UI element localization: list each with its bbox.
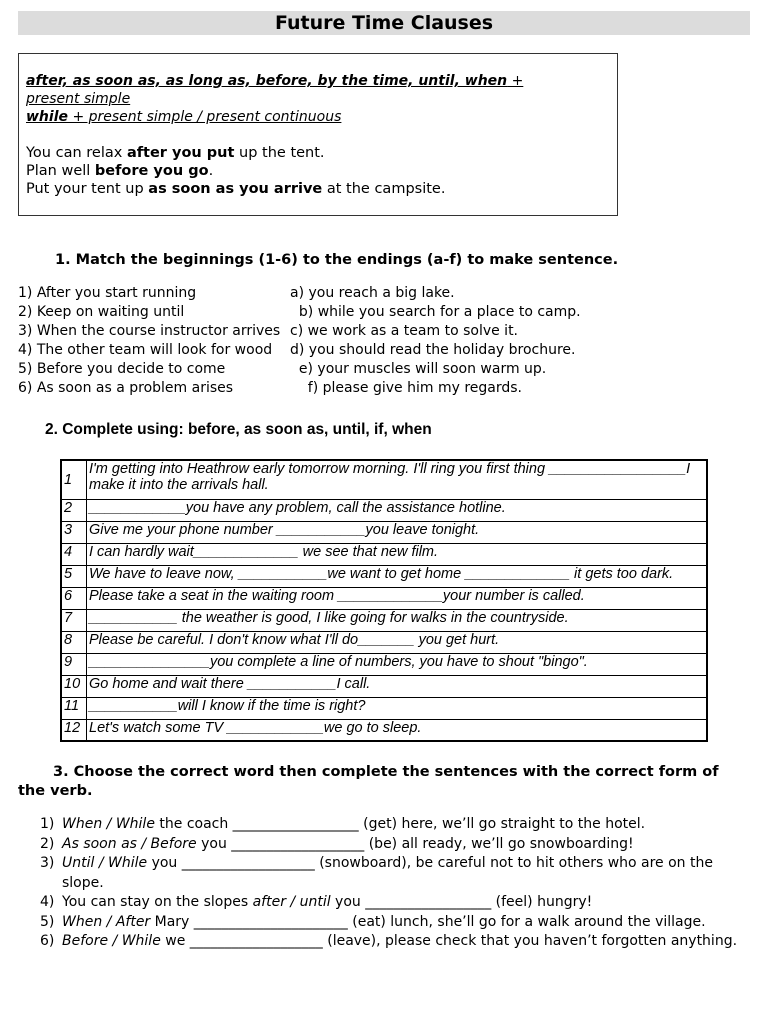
- row-number: 11: [61, 697, 87, 719]
- item-choice: When / After: [62, 913, 151, 930]
- example-sentence: [26, 180, 617, 198]
- exercise-3-list: [40, 815, 750, 952]
- row-sentence: I'm getting into Heathrow early tomorrow morning. I'll ring you first thing _________________I make it into the arrivals hall.: [87, 460, 708, 499]
- row-number: 10: [61, 675, 87, 697]
- row-sentence: Please be careful. I don't know what I'll do_______ you get hurt.: [87, 631, 708, 653]
- table-row: [61, 631, 707, 653]
- item-number: 6): [40, 933, 55, 949]
- list-item: 3) When the course instructor arrives: [18, 323, 281, 339]
- item-post: the coach __________________ (get) here, we’ll go straight to the hotel.: [154, 816, 646, 832]
- rule-line-2: [26, 108, 617, 126]
- rule-while: while: [26, 109, 68, 125]
- list-item: 5) Before you decide to come: [18, 361, 226, 377]
- list-item: a) you reach a big lake.: [290, 285, 455, 301]
- list-item: 4) The other team will look for wood: [18, 342, 273, 358]
- list-item: d) you should read the holiday brochure.: [290, 342, 576, 358]
- list-item: 1) After you start running: [18, 285, 197, 301]
- table-row: [61, 719, 707, 741]
- item-post: Mary ______________________ (eat) lunch, she’ll go for a walk around the village.: [150, 913, 706, 930]
- item-choice: after / until: [252, 894, 331, 910]
- table-row: [61, 565, 707, 587]
- table-row: [61, 521, 707, 543]
- list-item: e) your muscles will soon warm up.: [290, 361, 547, 377]
- rule-line-1b: present simple: [26, 91, 131, 107]
- row-sentence: Please take a seat in the waiting room _____________your number is called.: [87, 587, 708, 609]
- example-bold: after you put: [126, 145, 235, 161]
- rule-while-tenses: + present simple / present continuous: [68, 109, 342, 125]
- row-sentence: I can hardly wait_____________ we see that new film.: [87, 543, 708, 565]
- rule-line-1: [26, 72, 617, 90]
- list-item: [40, 932, 750, 952]
- row-number: 12: [61, 719, 87, 741]
- table-row: [61, 460, 707, 499]
- list-item: b) while you search for a place to camp.: [290, 304, 581, 320]
- list-item: [40, 854, 750, 893]
- row-sentence: We have to leave now, ___________we want to get home _____________ it gets too dark.: [87, 565, 708, 587]
- row-number: 6: [61, 587, 87, 609]
- row-number: 4: [61, 543, 87, 565]
- exercise-3-heading-text: 3. Choose the correct word then complete the sentences with the correct form of the verb.: [18, 764, 719, 799]
- item-text: [62, 815, 750, 835]
- item-number: 2): [40, 835, 55, 852]
- example-sentence: [26, 162, 617, 180]
- page-title: Future Time Clauses: [18, 11, 750, 35]
- list-item: 6) As soon as a problem arises: [18, 380, 234, 396]
- item-post: you __________________ (feel) hungry!: [330, 894, 593, 910]
- list-item: [40, 835, 750, 855]
- table-row: [61, 543, 707, 565]
- row-number: 9: [61, 653, 87, 675]
- row-number: 8: [61, 631, 87, 653]
- example-text: up the tent.: [234, 145, 325, 161]
- example-text: You can relax: [26, 145, 127, 161]
- row-number: 7: [61, 609, 87, 631]
- example-sentence: [26, 144, 617, 162]
- item-post: you ___________________ (snowboard), be careful not to hit others who are on the slope.: [62, 855, 713, 891]
- table-row: [61, 697, 707, 719]
- rule-conjunctions: after, as soon as, as long as, before, by the time, until, when: [26, 73, 508, 89]
- row-sentence: ___________will I know if the time is right?: [87, 697, 708, 719]
- list-item: [40, 815, 750, 835]
- item-choice: As soon as / Before: [62, 835, 197, 852]
- item-number: 4): [40, 894, 55, 910]
- table-row: [61, 499, 707, 521]
- exercise-1-heading: 1. Match the beginnings (1-6) to the endings (a-f) to make sentence.: [55, 252, 619, 268]
- table-row: [61, 587, 707, 609]
- row-sentence: Let's watch some TV ____________we go to sleep.: [87, 719, 708, 741]
- row-sentence: Give me your phone number ___________you leave tonight.: [87, 521, 708, 543]
- item-post: you ___________________ (be) all ready, we’ll go snowboarding!: [196, 835, 634, 852]
- row-number: 5: [61, 565, 87, 587]
- row-number: 2: [61, 499, 87, 521]
- match-beginnings: [18, 284, 280, 398]
- item-number: 1): [40, 816, 55, 832]
- example-bold: before you go: [94, 163, 209, 179]
- list-item: c) we work as a team to solve it.: [290, 323, 519, 339]
- item-text: [62, 835, 750, 855]
- item-post: we ___________________ (leave), please check that you haven’t forgotten anything.: [160, 933, 738, 949]
- match-endings: [290, 284, 581, 398]
- item-text: [62, 932, 750, 952]
- table-row: [61, 653, 707, 675]
- example-text: at the campsite.: [322, 181, 446, 197]
- row-sentence: ___________ the weather is good, I like going for walks in the countryside.: [87, 609, 708, 631]
- example-text: .: [208, 163, 214, 179]
- example-text: Put your tent up: [26, 181, 149, 197]
- item-text: [62, 893, 750, 913]
- row-sentence: ____________you have any problem, call the assistance hotline.: [87, 499, 708, 521]
- row-number: 3: [61, 521, 87, 543]
- item-text: [62, 913, 750, 933]
- example-text: Plan well: [26, 163, 95, 179]
- list-item: f) please give him my regards.: [290, 380, 522, 396]
- item-pre: You can stay on the slopes: [62, 894, 253, 910]
- exercise-2-table: [60, 459, 708, 742]
- grammar-rule-box: [18, 53, 618, 216]
- rule-plus: +: [507, 73, 524, 89]
- table-row: [61, 609, 707, 631]
- list-item: [40, 913, 750, 933]
- item-text: [62, 854, 750, 893]
- item-number: 3): [40, 855, 55, 871]
- row-sentence: Go home and wait there ___________I call.: [87, 675, 708, 697]
- list-item: [40, 893, 750, 913]
- exercise-3-heading: [18, 763, 748, 801]
- item-choice: Until / While: [62, 855, 148, 871]
- row-number: 1: [61, 460, 87, 499]
- example-bold: as soon as you arrive: [148, 181, 323, 197]
- row-sentence: _______________you complete a line of numbers, you have to shout "bingo".: [87, 653, 708, 675]
- item-number: 5): [40, 913, 55, 930]
- exercise-2-heading: 2. Complete using: before, as soon as, until, if, when: [45, 421, 432, 438]
- item-choice: Before / While: [62, 933, 161, 949]
- list-item: 2) Keep on waiting until: [18, 304, 185, 320]
- table-row: [61, 675, 707, 697]
- item-choice: When / While: [62, 816, 155, 832]
